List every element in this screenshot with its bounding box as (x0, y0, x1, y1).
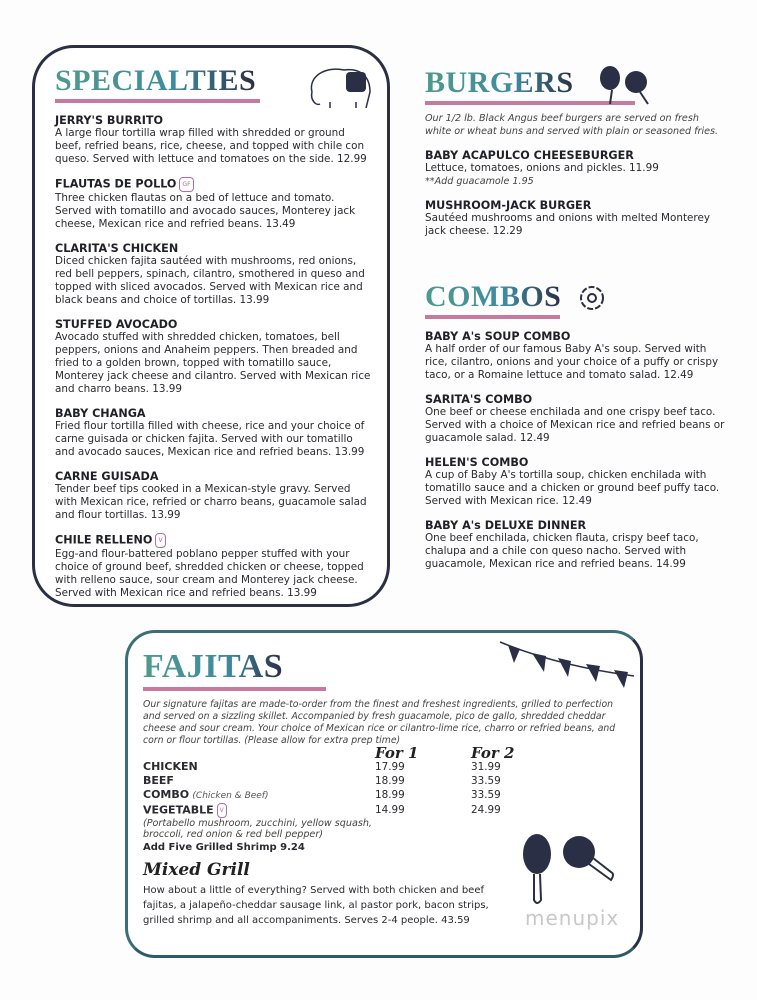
price-for-2: 31.99 (471, 760, 501, 773)
item-description: Three chicken flautas on a bed of lettuce and tomato. Served with tomatillo and avocado sauces, Monterey jack cheese, Mexican rice and refried beans. 13.49 (55, 192, 356, 230)
fajita-name: BEEF (143, 774, 174, 787)
item-name (425, 199, 725, 212)
item-note: **Add guacamole 1.95 (425, 176, 534, 187)
combos-list (425, 330, 725, 571)
item-description: One beef enchilada, chicken flauta, crispy beef taco, chalupa and a chile con queso nacho. Served with guacamole, Mexican rice and refried beans. 14.99 (425, 532, 699, 570)
item-name (55, 114, 373, 127)
item-description: Sautéed mushrooms and onions with melted Monterey jack cheese. 12.29 (425, 212, 711, 237)
fajitas-title: FAJITAS (143, 648, 284, 685)
maracas-icon (596, 64, 654, 106)
flower-icon (578, 284, 606, 312)
column-header-for-1: For 1 (375, 744, 419, 762)
item-name (425, 330, 725, 343)
price-for-2: 24.99 (471, 804, 501, 816)
price-for-1: 18.99 (375, 774, 405, 787)
burgers-intro: Our 1/2 lb. Black Angus beef burgers are served on fresh white or wheat buns and served with plain or seasoned fries. (425, 113, 719, 137)
specialties-list (55, 114, 373, 600)
item-name-text: CHILE RELLENO (55, 533, 153, 547)
fajita-name: COMBO (143, 788, 190, 801)
fajita-name: CHICKEN (143, 760, 198, 773)
vegetarian-badge-icon: V (217, 803, 227, 818)
mixed-grill-title: Mixed Grill (143, 860, 250, 880)
burgers-title: BURGERS (425, 66, 574, 99)
item-name (425, 519, 725, 532)
price-for-1: 14.99 (375, 804, 405, 816)
fajita-row (143, 788, 514, 803)
item-name-text: HELEN'S COMBO (425, 456, 529, 469)
fajita-row (143, 760, 514, 774)
item-name (55, 177, 373, 192)
item-name-text: JERRY'S BURRITO (55, 114, 164, 127)
menu-item (55, 533, 373, 600)
fajita-row (143, 803, 514, 818)
item-name-text: BABY A's DELUXE DINNER (425, 519, 587, 532)
price-for-1: 18.99 (375, 789, 405, 801)
price-for-2: 33.59 (471, 789, 501, 801)
fajita-row (143, 774, 514, 788)
mixed-grill-description: How about a little of everything? Served with both chicken and beef fajitas, a jalapeño-cheddar sausage link, al pastor pork, bacon strips, grilled shrimp and all accompaniments. Serves 2-4 people. 43.59 (143, 885, 489, 926)
diet-badge-icon: V (155, 533, 165, 548)
item-name (55, 242, 373, 255)
menu-item (55, 114, 373, 166)
item-name-text: CARNE GUISADA (55, 470, 159, 483)
item-name (425, 149, 725, 162)
item-name-text: CLARITA'S CHICKEN (55, 242, 179, 255)
title-underline (143, 687, 326, 691)
menu-item (55, 177, 373, 231)
fajita-subtitle: (Chicken & Beef) (192, 791, 269, 801)
menu-item (425, 330, 725, 382)
item-name-text: BABY ACAPULCO CHEESEBURGER (425, 149, 634, 162)
item-description: A half order of our famous Baby A's soup. Served with rice, cilantro, onions and your choice of a puffy or crispy taco, or a Romaine lettuce and tomato salad. 12.49 (425, 343, 719, 381)
combos-section (425, 282, 725, 571)
item-name (55, 318, 373, 331)
item-description: One beef or cheese enchilada and one crispy beef taco. Served with a choice of Mexican rice and refried beans or guacamole salad. 12.49 (425, 406, 725, 444)
item-name (55, 407, 373, 420)
item-name-text: SARITA'S COMBO (425, 393, 533, 406)
diet-badge-icon: GF (179, 177, 193, 192)
menu-item (55, 470, 373, 522)
menu-item (55, 242, 373, 307)
item-name (425, 456, 725, 469)
menu-item (425, 519, 725, 571)
menu-item (425, 199, 725, 238)
item-description: A large flour tortilla wrap filled with shredded or ground beef, refried beans, rice, cheese, and topped with chile con queso. Served with lettuce and tomatoes on the side. 12.99 (55, 127, 367, 165)
menu-item (425, 149, 725, 188)
price-for-1: 17.99 (375, 760, 405, 773)
item-description: A cup of Baby A's tortilla soup, chicken enchilada with tomatillo sauce and a chicken or ground beef puffy taco. Served with Mexican rice. 12.49 (425, 469, 720, 507)
item-name-text: BABY A's SOUP COMBO (425, 330, 571, 343)
fajita-name: VEGETABLE (143, 803, 214, 817)
item-description: Lettuce, tomatoes, onions and pickles. 11.99 (425, 162, 659, 174)
price-for-2: 33.59 (471, 774, 501, 787)
item-name (55, 470, 373, 483)
item-description: Egg-and flour-battered poblano pepper stuffed with your choice of ground beef, shredded chicken or cheese, topped with relleno sauce, sour cream and Monterey jack cheese. Served with Mexican rice and refried beans. 13.99 (55, 548, 364, 599)
title-underline (55, 99, 260, 103)
bunting-flags-icon (498, 636, 638, 700)
burgers-section (425, 68, 725, 238)
menu-item (55, 407, 373, 459)
fajitas-intro: Our signature fajitas are made-to-order from the finest and freshest ingredients, grilled to perfection and served on a sizzling skillet. Accompanied by fresh guacamole, pico de gallo, shredded cheddar cheese and sour cream. Your choice of Mexican rice or cilantro-lime rice, charro or refried beans, and corn or flour tortillas. (Please allow for extra prep time) (143, 699, 616, 746)
combos-title: COMBOS (425, 280, 562, 313)
item-name-text: MUSHROOM-JACK BURGER (425, 199, 592, 212)
menu-item (425, 456, 725, 508)
item-description: Diced chicken fajita sautéed with mushrooms, red onions, red bell peppers, spinach, cilantro, smothered in queso and topped with sliced avocados. Served with Mexican rice and black beans and choice of tortillas. 13.99 (55, 255, 365, 306)
specialties-title: SPECIALTIES (55, 64, 257, 97)
item-name-text: BABY CHANGA (55, 407, 146, 420)
menu-item (55, 318, 373, 396)
title-underline (425, 315, 560, 319)
specialties-section (55, 66, 373, 600)
column-header-for-2: For 2 (471, 744, 515, 762)
item-name (425, 393, 725, 406)
item-description: Avocado stuffed with shredded chicken, tomatoes, bell peppers, onions and Anaheim peppers. Then breaded and fried to a golden brown, topped with tomatillo sauce, Monterey jack cheese and cilantro. Served with Mexican rice and charro beans. 13.99 (55, 331, 371, 395)
item-description: Fried flour tortilla filled with cheese, rice and your choice of carne guisada or chicken fajita. Served with our tomatillo and avocado sauces, Mexican rice and refried beans. 13.99 (55, 420, 365, 458)
burgers-list (425, 149, 725, 238)
watermark: menupix (525, 906, 620, 930)
maracas-icon (515, 830, 625, 910)
item-name-text: STUFFED AVOCADO (55, 318, 178, 331)
shrimp-addon: Add Five Grilled Shrimp 9.24 (143, 842, 305, 853)
menu-item (425, 393, 725, 445)
fajitas-price-table (143, 744, 515, 818)
item-name-text: FLAUTAS DE POLLO (55, 177, 177, 191)
elephant-icon (306, 62, 376, 110)
vegetable-note: (Portabello mushroom, zucchini, yellow squash, broccoli, red onion & red bell pepper) (143, 818, 372, 840)
item-description: Tender beef tips cooked in a Mexican-style gravy. Served with Mexican rice, refried or charro beans, guacamole salad and flour tortillas. 13.99 (55, 483, 367, 521)
item-name (55, 533, 373, 548)
